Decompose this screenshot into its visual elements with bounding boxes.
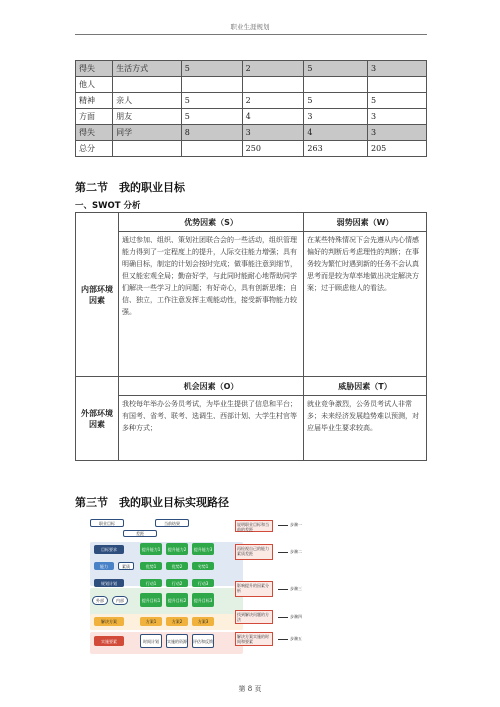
- score-cell: 8: [181, 125, 242, 141]
- score-row: [76, 61, 427, 77]
- weakness-header: 弱势因素（W）: [304, 213, 427, 232]
- score-cell: 生活方式: [113, 61, 182, 77]
- node-action-2: 行动2: [166, 579, 188, 587]
- opportunity-text: 我校每年举办公务员考试，为毕业生提供了信息和平台；有国考、省考、联考、选调生、西部计划、大学生村官等多种方式；: [119, 396, 304, 461]
- score-cell: 4: [242, 109, 304, 125]
- node-plan-1: 方案1: [140, 617, 162, 626]
- section3-title: 第三节 我的职业目标实现路径: [75, 496, 229, 509]
- score-cell: [367, 77, 426, 93]
- score-cell: 205: [367, 141, 426, 157]
- score-cell: [181, 141, 242, 157]
- score-cell: 总分: [76, 141, 113, 157]
- score-row: [76, 77, 427, 93]
- score-table: [75, 60, 427, 157]
- section2-subtitle: 一、SWOT 分析: [75, 201, 141, 211]
- step-5: 步骤五: [278, 636, 302, 642]
- score-cell: [113, 141, 182, 157]
- node-action-3: 行动3: [192, 579, 214, 587]
- score-cell: 他人: [76, 77, 113, 93]
- score-cell: 5: [304, 61, 368, 77]
- node-improve-ability-3: 提升能力3: [192, 543, 214, 555]
- score-cell: [113, 77, 182, 93]
- node-ability: 能力: [94, 562, 114, 570]
- score-cell: 3: [304, 109, 368, 125]
- side-note-2: 再检视自己的能力素质差距: [235, 544, 273, 560]
- score-cell: 5: [367, 93, 426, 109]
- node-weakness-1: 劣势1: [192, 562, 214, 570]
- score-cell: [181, 77, 242, 93]
- score-cell: 5: [181, 109, 242, 125]
- side-note-1: 说明职业目标和当前的差距: [235, 520, 273, 532]
- node-target-1: 提升目标1: [140, 593, 162, 607]
- step-1: 步骤一: [278, 522, 302, 528]
- score-row: [76, 109, 427, 125]
- step-4: 步骤四: [278, 614, 302, 620]
- score-cell: [304, 77, 368, 93]
- score-row: [76, 141, 427, 157]
- side-note-5: 解决方案实施的时间和要素: [235, 632, 273, 646]
- swot-table: [75, 212, 427, 461]
- internal-label: 内部环境因素: [76, 213, 119, 377]
- score-cell: 3: [367, 125, 426, 141]
- node-target-3: 提升目标3: [192, 593, 214, 607]
- strength-text: 通过参加、组织、策划社团联合会的一些活动，组织管理能力得到了一定程度上的提升，人际交往能力增强；具有明确目标，制定的计划会按时完成；做事能注意到细节，但又能宏观全局；勤奋好学，与此同时能耐心地帮助同学们解决一些学习上的问题；有好奇心，具有创新思维；自信、独立，工作注意发挥主观能动性，接受新事物能力较强。: [119, 232, 304, 377]
- node-planning: 规划计划: [94, 579, 124, 587]
- side-note-4: 找到解决问题的方法: [235, 610, 273, 624]
- score-cell: 2: [242, 93, 304, 109]
- threat-header: 威胁因素（T）: [304, 377, 427, 396]
- side-note-3: 影响提升的因素分析: [235, 581, 273, 597]
- node-plan-2: 方案2: [166, 617, 188, 626]
- score-cell: 朋友: [113, 109, 182, 125]
- page-number: 第 8 页: [238, 685, 262, 693]
- step-2: 步骤二: [278, 549, 302, 555]
- score-row: [76, 125, 427, 141]
- score-cell: 方面: [76, 109, 113, 125]
- node-strength-1: 优势1: [140, 562, 162, 570]
- node-plan-3: 方案3: [192, 617, 214, 626]
- node-improve-ability-1: 提升能力1: [140, 543, 162, 555]
- node-quality: 素质: [118, 562, 134, 570]
- node-resources: 实施的资源: [166, 634, 188, 648]
- node-target-2: 提升目标2: [166, 593, 188, 607]
- node-feedback: 评估和反馈: [192, 634, 214, 648]
- node-career-goal: 职业目标: [90, 519, 124, 527]
- score-cell: 同学: [113, 125, 182, 141]
- score-cell: 精神: [76, 93, 113, 109]
- score-cell: 4: [304, 125, 368, 141]
- career-path-diagram: [90, 517, 305, 659]
- score-cell: 250: [242, 141, 304, 157]
- node-improve-ability-2: 提升能力2: [166, 543, 188, 555]
- node-strength-2: 优势2: [166, 562, 188, 570]
- section2-title: 第二节 我的职业目标: [75, 181, 185, 194]
- score-cell: 3: [367, 61, 426, 77]
- node-action-1: 行动1: [140, 579, 162, 587]
- score-cell: [242, 77, 304, 93]
- strength-header: 优势因素（S）: [119, 213, 304, 232]
- score-cell: 5: [181, 93, 242, 109]
- score-cell: 得失: [76, 125, 113, 141]
- opportunity-header: 机会因素（O）: [119, 377, 304, 396]
- threat-text: 就业竞争激烈，公务员考试人非常多；未来经济发展趋势难以预测，对应届毕业生要求较高。: [304, 396, 427, 461]
- score-cell: 5: [181, 61, 242, 77]
- score-cell: 得失: [76, 61, 113, 77]
- node-solution: 解决方案: [94, 617, 124, 626]
- score-cell: 2: [242, 61, 304, 77]
- step-3: 步骤三: [278, 586, 302, 592]
- node-target-requirement: 目标要求: [94, 545, 124, 554]
- header-rule: [75, 34, 427, 35]
- header-title: 职业生涯规划: [230, 23, 270, 31]
- weakness-text: 在某些特殊情况下会先遵从内心情感偏好的判断后考虑理性的判断；在事务较为繁忙时遇到新的任务不会认真思考而是较为草率地做出决定解决方案；过于顾虑他人的看法。: [304, 232, 427, 377]
- node-gap: 差距: [123, 530, 157, 537]
- score-cell: 3: [242, 125, 304, 141]
- score-cell: 5: [304, 93, 368, 109]
- score-cell: 3: [367, 109, 426, 125]
- node-internal: 内部: [112, 596, 128, 605]
- node-time-plan: 时间计划: [140, 634, 162, 648]
- node-implement-elements: 实施要素: [94, 636, 124, 646]
- score-cell: 263: [304, 141, 368, 157]
- score-cell: 亲人: [113, 93, 182, 109]
- external-label: 外部环境因素: [76, 377, 119, 461]
- node-current-result: 当前结果: [155, 519, 189, 527]
- node-external: 外部: [92, 596, 108, 605]
- score-row: [76, 93, 427, 109]
